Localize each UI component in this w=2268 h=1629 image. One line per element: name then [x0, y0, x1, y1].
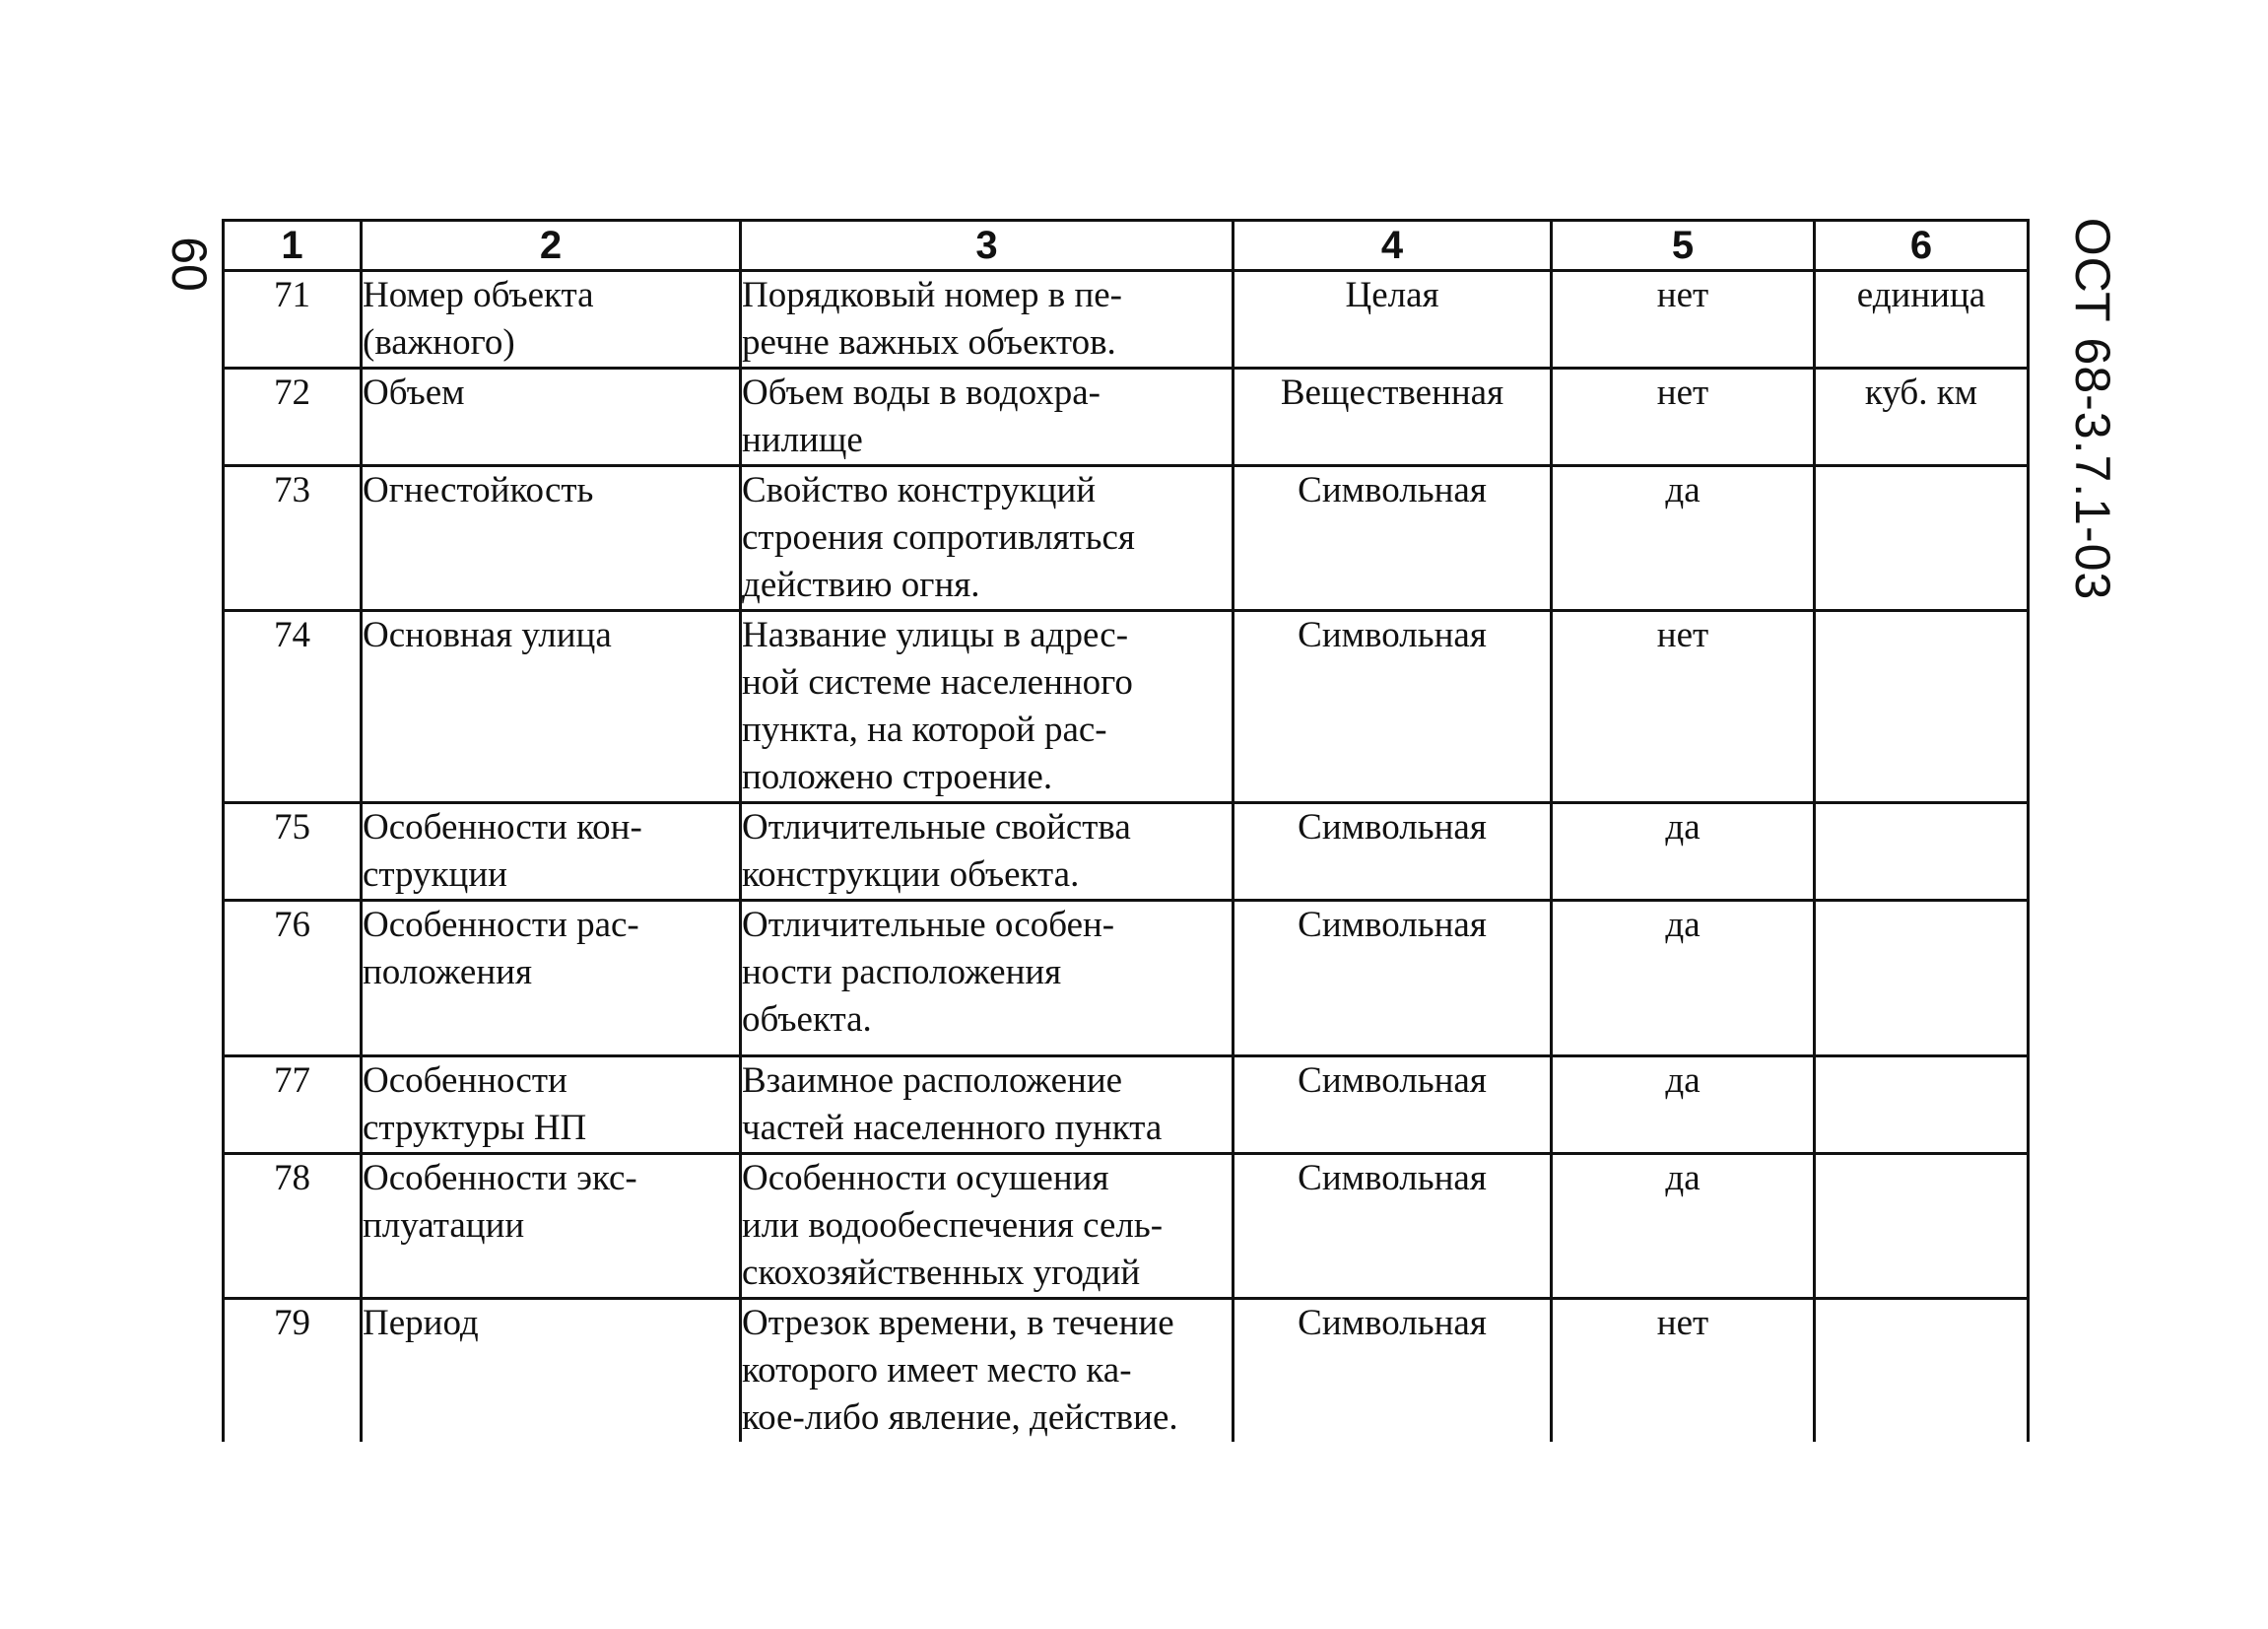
cell-name: Огнестойкость: [362, 466, 741, 611]
cell-name: Особенности структуры НП: [362, 1056, 741, 1154]
cell-type: Символьная: [1234, 1154, 1552, 1299]
cell-name: Особенности рас- положения: [362, 901, 741, 1056]
cell-required: да: [1552, 1056, 1815, 1154]
cell-type: Целая: [1234, 271, 1552, 369]
cell-type: Символьная: [1234, 901, 1552, 1056]
cell-number: 76: [224, 901, 362, 1056]
header-col-5: 5: [1552, 221, 1815, 271]
table-row: [224, 466, 2029, 611]
cell-name: Период: [362, 1299, 741, 1443]
cell-unit: [1815, 1299, 2029, 1443]
cell-required: нет: [1552, 1299, 1815, 1443]
cell-unit: единица: [1815, 271, 2029, 369]
header-col-3: 3: [741, 221, 1234, 271]
cell-name: Особенности экс- плуатации: [362, 1154, 741, 1299]
cell-number: 79: [224, 1299, 362, 1443]
header-col-1: 1: [224, 221, 362, 271]
cell-name: Особенности кон- струкции: [362, 803, 741, 901]
cell-required: да: [1552, 466, 1815, 611]
table-row: [224, 369, 2029, 466]
cell-description: Отрезок времени, в течение которого имеет место ка- кое-либо явление, действие.: [741, 1299, 1234, 1443]
cell-name: Номер объекта (важного): [362, 271, 741, 369]
cell-number: 71: [224, 271, 362, 369]
cell-description: Объем воды в водохра- нилище: [741, 369, 1234, 466]
cell-name: Объем: [362, 369, 741, 466]
cell-required: да: [1552, 803, 1815, 901]
table-row: [224, 1299, 2029, 1443]
cell-required: да: [1552, 1154, 1815, 1299]
attributes-table: [222, 219, 2030, 1442]
cell-unit: [1815, 1056, 2029, 1154]
cell-type: Символьная: [1234, 803, 1552, 901]
table-row: [224, 611, 2029, 803]
cell-type: Символьная: [1234, 466, 1552, 611]
cell-number: 73: [224, 466, 362, 611]
cell-type: Вещественная: [1234, 369, 1552, 466]
cell-number: 77: [224, 1056, 362, 1154]
header-col-4: 4: [1234, 221, 1552, 271]
table-row: [224, 803, 2029, 901]
cell-type: Символьная: [1234, 1299, 1552, 1443]
table-row: [224, 901, 2029, 1056]
cell-type: Символьная: [1234, 1056, 1552, 1154]
cell-name: Основная улица: [362, 611, 741, 803]
cell-unit: [1815, 466, 2029, 611]
cell-description: Свойство конструкций строения сопротивляться действию огня.: [741, 466, 1234, 611]
table-row: [224, 1154, 2029, 1299]
header-col-2: 2: [362, 221, 741, 271]
cell-unit: [1815, 803, 2029, 901]
cell-unit: [1815, 1154, 2029, 1299]
cell-required: нет: [1552, 271, 1815, 369]
cell-required: да: [1552, 901, 1815, 1056]
cell-number: 75: [224, 803, 362, 901]
table-header-row: [224, 221, 2029, 271]
document-code: ОСТ 68-3.7.1-03: [2065, 217, 2120, 601]
cell-unit: [1815, 901, 2029, 1056]
cell-unit: [1815, 611, 2029, 803]
table-row: [224, 1056, 2029, 1154]
cell-number: 74: [224, 611, 362, 803]
cell-type: Символьная: [1234, 611, 1552, 803]
cell-description: Отличительные особен- ности расположения объекта.: [741, 901, 1234, 1056]
cell-description: Особенности осушения или водообеспечения сель- скохозяйственных угодий: [741, 1154, 1234, 1299]
cell-unit: куб. км: [1815, 369, 2029, 466]
cell-description: Взаимное расположение частей населенного пункта: [741, 1056, 1234, 1154]
cell-required: нет: [1552, 611, 1815, 803]
cell-number: 72: [224, 369, 362, 466]
cell-required: нет: [1552, 369, 1815, 466]
cell-description: Название улицы в адрес- ной системе населенного пункта, на которой рас- положено строение.: [741, 611, 1234, 803]
page-number: 60: [162, 237, 217, 292]
table-row: [224, 271, 2029, 369]
cell-number: 78: [224, 1154, 362, 1299]
cell-description: Порядковый номер в пе- речне важных объектов.: [741, 271, 1234, 369]
header-col-6: 6: [1815, 221, 2029, 271]
cell-description: Отличительные свойства конструкции объекта.: [741, 803, 1234, 901]
